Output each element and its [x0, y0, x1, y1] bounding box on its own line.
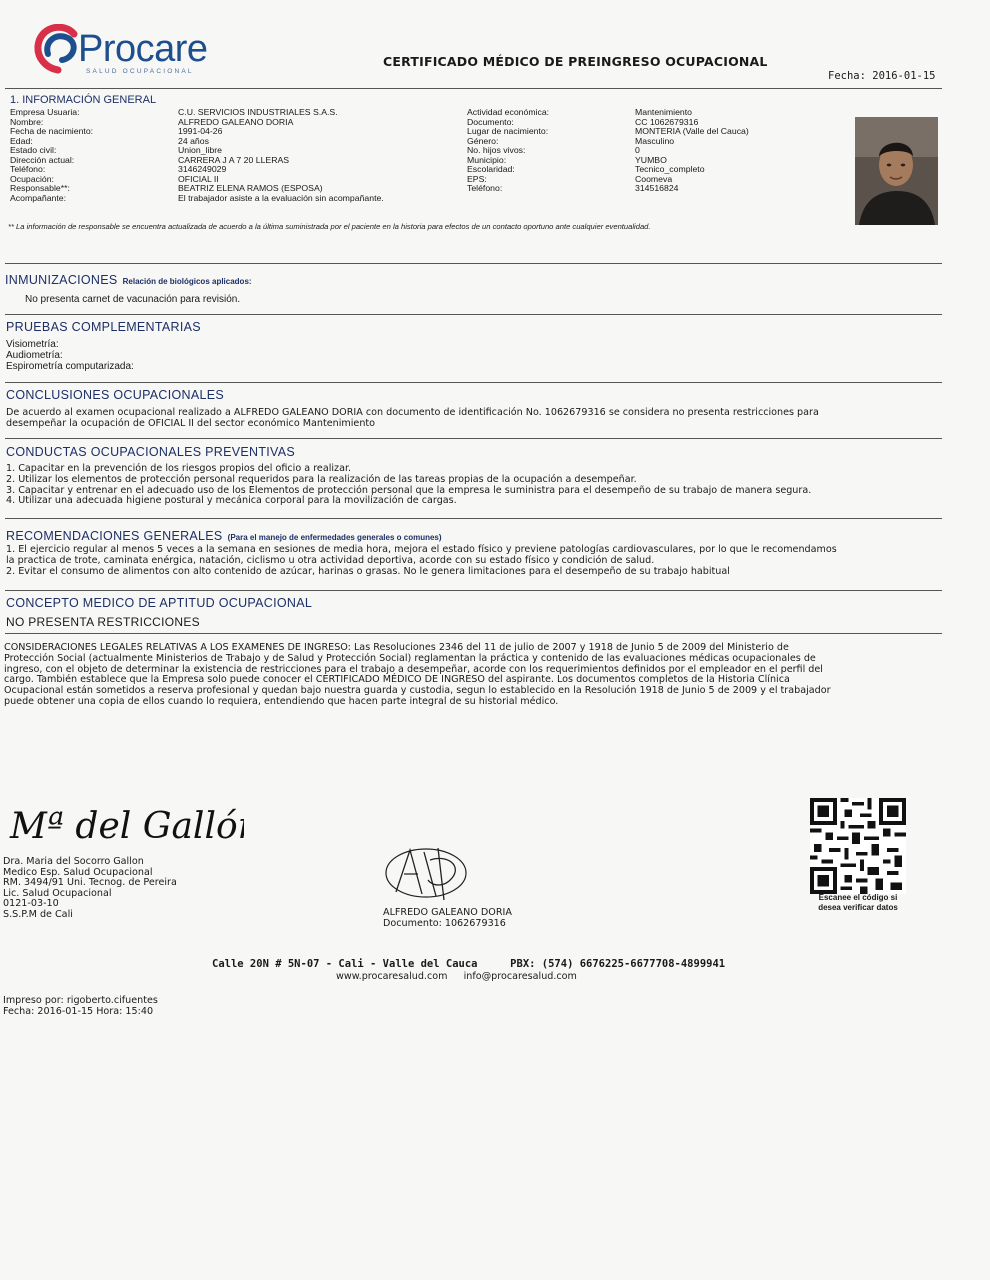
info-label: Acompañante: — [10, 192, 67, 203]
recomendaciones-list — [6, 545, 941, 577]
recomendaciones-heading — [6, 525, 442, 544]
responsible-note: ** La información de responsable se encuentra actualizada de acuerdo a la última suministrada por el paciente en la historia para efectos de un contacto oportuno ante cualquier eventualidad. — [8, 222, 651, 231]
footer-address: Calle 20N # 5N-07 - Cali - Valle del Cauca — [212, 958, 478, 970]
info-label: Teléfono: — [467, 183, 503, 193]
pruebas-title: PRUEBAS COMPLEMENTARIAS — [6, 320, 201, 334]
info-label: Teléfono: — [10, 164, 46, 174]
qr-caption-line: Escanee el código si — [818, 893, 898, 902]
conclusiones-line: desempeñar la ocupación de OFICIAL II del sector económico Mantenimiento — [6, 417, 376, 429]
consideraciones-line: cargo. También establece que la Empresa solo puede conocer el CERTIFICADO MÉDICO DE INGRESO del aspirante. Los documentos completos de la Historia Clínica — [4, 674, 790, 686]
conductas-item: 4. Utilizar una adecuada higiene postural y mecánica corporal para la movilización de cargas. — [6, 495, 457, 507]
consideraciones-text — [4, 643, 942, 708]
recomendaciones-item: la practica de trote, caminata enérgica, natación, ciclismo u otra actividad deportiva, acorde con su estado físico y condición de salud. — [6, 554, 655, 566]
pruebas-item: Audiometría: — [6, 349, 63, 361]
info-left-labels — [10, 108, 93, 203]
inmunizaciones-subtitle: Relación de biológicos aplicados: — [122, 277, 252, 286]
procare-logo — [34, 24, 208, 79]
info-right-values — [635, 108, 749, 194]
info-label: Lugar de nacimiento: — [467, 126, 549, 136]
info-label: Responsable**: — [10, 183, 70, 193]
footer-address-line — [212, 958, 725, 970]
info-label: Género: — [467, 135, 499, 146]
info-label: Estado civil: — [10, 145, 57, 155]
info-value: Tecnico_completo — [635, 164, 705, 174]
divider — [5, 314, 942, 315]
info-value: Union_libre — [178, 145, 222, 155]
pruebas-item: Visiometría: — [6, 339, 59, 350]
info-label: No. hijos vivos: — [467, 145, 526, 155]
recomendaciones-item: 1. El ejercicio regular al menos 5 veces a la semana en sesiones de media hora, mejora el estado físico y previene patologías cardiovasculares, por lo que le recomendamos — [6, 544, 837, 555]
consideraciones-line: ingreso, con el objeto de determinar la existencia de restricciones para el trabajo a desempeñar, acorde con los requerimientos definidos por el empleador en el perfil del — [4, 663, 823, 675]
conductas-item: 2. Utilizar los elementos de protección personal requeridos para la realización de las tareas propias de la ocupación a desempeñar. — [6, 473, 637, 485]
info-value: Masculino — [635, 135, 675, 146]
patient-photo — [855, 117, 938, 225]
doctor-details — [3, 857, 177, 921]
date-label: Fecha: — [828, 70, 866, 82]
consideraciones-line: Ocupacional están sometidos a reserva profesional y quedan bajo nuestra guarda y custodia, segun lo establecido en la Resolución 1918 de Junio 5 de 2009 y el trabajador — [4, 685, 831, 697]
document-title: CERTIFICADO MÉDICO DE PREINGRESO OCUPACIONAL — [383, 54, 768, 69]
info-value: ALFREDO GALEANO DORIA — [178, 116, 294, 127]
doctor-signature-image — [4, 800, 244, 850]
info-value: 3146249029 — [178, 164, 227, 174]
info-value: C.U. SERVICIOS INDUSTRIALES S.A.S. — [178, 107, 338, 117]
pruebas-list — [6, 340, 134, 372]
divider — [5, 88, 942, 89]
info-left-values — [178, 108, 384, 203]
date-value: 2016-01-15 — [872, 70, 936, 82]
printed-info — [3, 995, 158, 1017]
info-label: EPS: — [467, 173, 487, 184]
recomendaciones-title: RECOMENDACIONES GENERALES — [6, 529, 223, 543]
info-value: Coomeva — [635, 173, 673, 184]
footer-contact-line — [336, 971, 577, 982]
document-date — [828, 70, 935, 82]
info-label: Escolaridad: — [467, 164, 515, 174]
qr-caption — [806, 893, 910, 912]
consideraciones-line: puede obtener una copia de ellos cuando lo requiera, entendiendo que hacen parte integral de su historial médico. — [4, 695, 559, 707]
doctor-signature — [4, 800, 244, 850]
info-value: 1991-04-26 — [178, 126, 223, 136]
info-label: Nombre: — [10, 116, 44, 127]
info-value: 24 años — [178, 135, 209, 146]
info-value: CC 1062679316 — [635, 116, 699, 127]
recomendaciones-item: 2. Evitar el consumo de alimentos con alto contenido de azúcar, harinas o grasas. No le genera limitaciones para el desempeño de su trabajo habitual — [6, 565, 730, 577]
printed-date: Fecha: 2016-01-15 Hora: 15:40 — [3, 1006, 154, 1017]
divider — [5, 633, 942, 634]
inmunizaciones-title: INMUNIZACIONES — [5, 273, 118, 287]
divider — [5, 438, 942, 439]
printed-by: Impreso por: rigoberto.cifuentes — [3, 995, 158, 1006]
doctor-line: Lic. Salud Ocupacional — [3, 887, 112, 899]
conclusiones-title: CONCLUSIONES OCUPACIONALES — [6, 388, 225, 402]
doctor-line: Medico Esp. Salud Ocupacional — [3, 866, 153, 878]
doctor-line: 0121-03-10 — [3, 898, 59, 910]
info-label: Municipio: — [467, 154, 507, 165]
info-value: MONTERIA (Valle del Cauca) — [635, 126, 749, 136]
inmunizaciones-text: No presenta carnet de vacunación para revisión. — [25, 294, 241, 305]
general-info-title: 1. INFORMACIÓN GENERAL — [10, 94, 157, 106]
conclusiones-text — [6, 408, 941, 430]
info-value: YUMBO — [635, 154, 667, 165]
conductas-item: 3. Capacitar y entrenar en el adecuado uso de los Elementos de protección personal que la empresa le suministra para el desempeño de su trabajo de manera segura. — [6, 484, 812, 496]
concepto-value: NO PRESENTA RESTRICCIONES — [6, 615, 200, 629]
info-label: Ocupación: — [10, 173, 54, 184]
inmunizaciones-heading — [5, 269, 252, 288]
footer-pbx: PBX: (574) 6676225-6677708-4899941 — [510, 958, 726, 970]
divider — [5, 590, 942, 591]
info-value: Mantenimiento — [635, 107, 692, 117]
consideraciones-line: CONSIDERACIONES LEGALES RELATIVAS A LOS EXAMENES DE INGRESO: Las Resoluciones 2346 del 11 de julio de 2007 y 1918 de Junio 5 de 2009 del Ministerio de — [4, 642, 789, 653]
doctor-line: RM. 3494/91 Uni. Tecnog. de Pereira — [3, 877, 177, 889]
logo-subtitle: SALUD OCUPACIONAL — [86, 68, 194, 75]
divider — [5, 263, 942, 264]
procare-logo-icon — [34, 24, 82, 76]
info-label: Edad: — [10, 135, 33, 146]
info-value: BEATRIZ ELENA RAMOS (ESPOSA) — [178, 183, 323, 193]
verification-qr-code[interactable] — [810, 798, 906, 894]
pruebas-item: Espirometría computarizada: — [6, 360, 134, 372]
info-value: CARRERA J A 7 20 LLERAS — [178, 154, 290, 165]
doctor-line: S.S.P.M de Cali — [3, 908, 73, 920]
divider — [5, 518, 942, 519]
worker-name: ALFREDO GALEANO DORIA — [383, 907, 512, 918]
info-value: 314516824 — [635, 183, 679, 193]
worker-signature — [378, 840, 478, 906]
info-value: 0 — [635, 145, 640, 155]
info-label: Actividad económica: — [467, 107, 550, 117]
footer-website-link[interactable]: www.procaresalud.com — [336, 971, 448, 982]
consideraciones-line: Protección Social (actualmente Ministerios de Trabajo y de Salud y Protección Social) reglamentan la práctica y contenido de las evaluaciones médicas ocupacionales de — [4, 652, 816, 664]
info-label: Fecha de nacimiento: — [10, 126, 94, 136]
concepto-title: CONCEPTO MEDICO DE APTITUD OCUPACIONAL — [6, 596, 313, 610]
footer-email-link[interactable]: info@procaresalud.com — [463, 971, 577, 982]
patient-photo-image — [855, 117, 938, 225]
conductas-title: CONDUCTAS OCUPACIONALES PREVENTIVAS — [6, 445, 296, 459]
signature-handwriting: Mª del Gallón — [10, 806, 244, 847]
info-label: Empresa Usuaria: — [10, 107, 80, 117]
worker-document: Documento: 1062679316 — [383, 917, 506, 929]
conductas-item: 1. Capacitar en la prevención de los riesgos propios del oficio a realizar. — [6, 463, 352, 474]
worker-details — [383, 908, 512, 929]
info-label: Documento: — [467, 116, 514, 127]
recomendaciones-subtitle: (Para el manejo de enfermedades generales o comunes) — [227, 533, 442, 542]
info-value: OFICIAL II — [178, 173, 219, 184]
qr-caption-line: desea verificar datos — [818, 902, 898, 912]
info-value: El trabajador asiste a la evaluación sin acompañante. — [178, 192, 384, 203]
logo-name: Procare — [78, 28, 208, 70]
conductas-list — [6, 464, 941, 507]
info-right-labels — [467, 108, 549, 194]
doctor-line: Dra. Maria del Socorro Gallon — [3, 856, 144, 867]
info-label: Dirección actual: — [10, 154, 75, 165]
divider — [5, 382, 942, 383]
conclusiones-line: De acuerdo al examen ocupacional realizado a ALFREDO GALEANO DORIA con documento de identificación No. 1062679316 se considera no presenta restricciones para — [6, 407, 819, 418]
